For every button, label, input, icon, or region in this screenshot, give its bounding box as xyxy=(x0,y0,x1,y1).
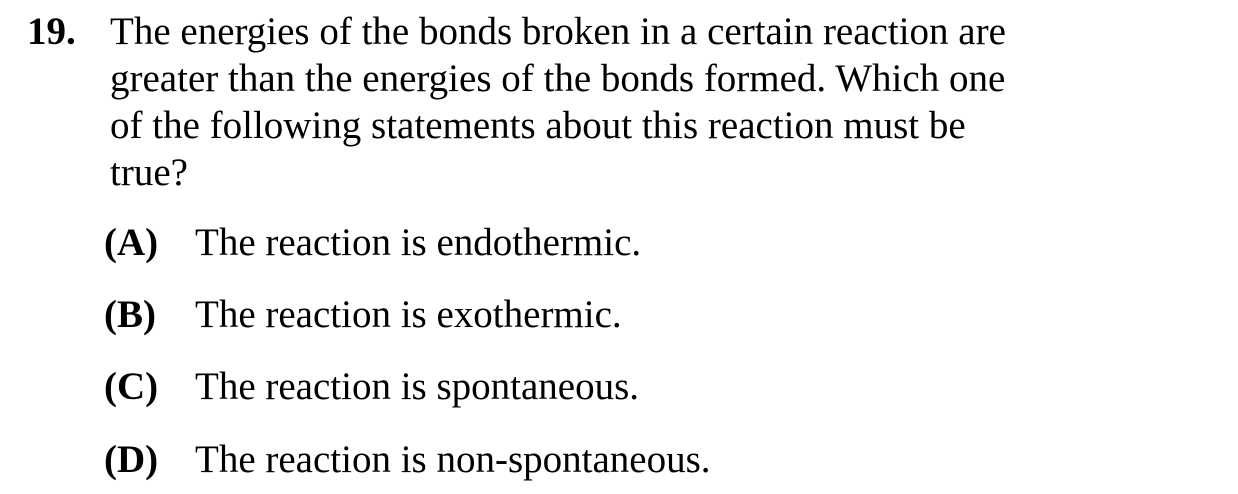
question-number: 19. xyxy=(27,10,76,53)
question-stem-line: true? xyxy=(110,151,188,194)
choice-letter: (C) xyxy=(104,365,159,408)
choice-letter: (D) xyxy=(104,438,159,481)
choice-letter: (A) xyxy=(104,221,159,264)
question-stem-line: of the following statements about this reaction must be xyxy=(110,104,966,147)
choice-text: The reaction is spontaneous. xyxy=(195,365,640,408)
choice-text: The reaction is non-spontaneous. xyxy=(195,438,711,481)
answer-choice-d[interactable] xyxy=(0,436,1238,484)
choice-text: The reaction is endothermic. xyxy=(195,221,642,264)
answer-choice-a[interactable] xyxy=(0,219,1238,267)
answer-choice-b[interactable] xyxy=(0,291,1238,339)
question-stem-line: The energies of the bonds broken in a certain reaction are xyxy=(110,10,1006,53)
answer-choice-c[interactable] xyxy=(0,363,1238,411)
choice-letter: (B) xyxy=(104,293,156,336)
question-stem-line: greater than the energies of the bonds formed. Which one xyxy=(110,57,1006,100)
choice-text: The reaction is exothermic. xyxy=(195,293,622,336)
